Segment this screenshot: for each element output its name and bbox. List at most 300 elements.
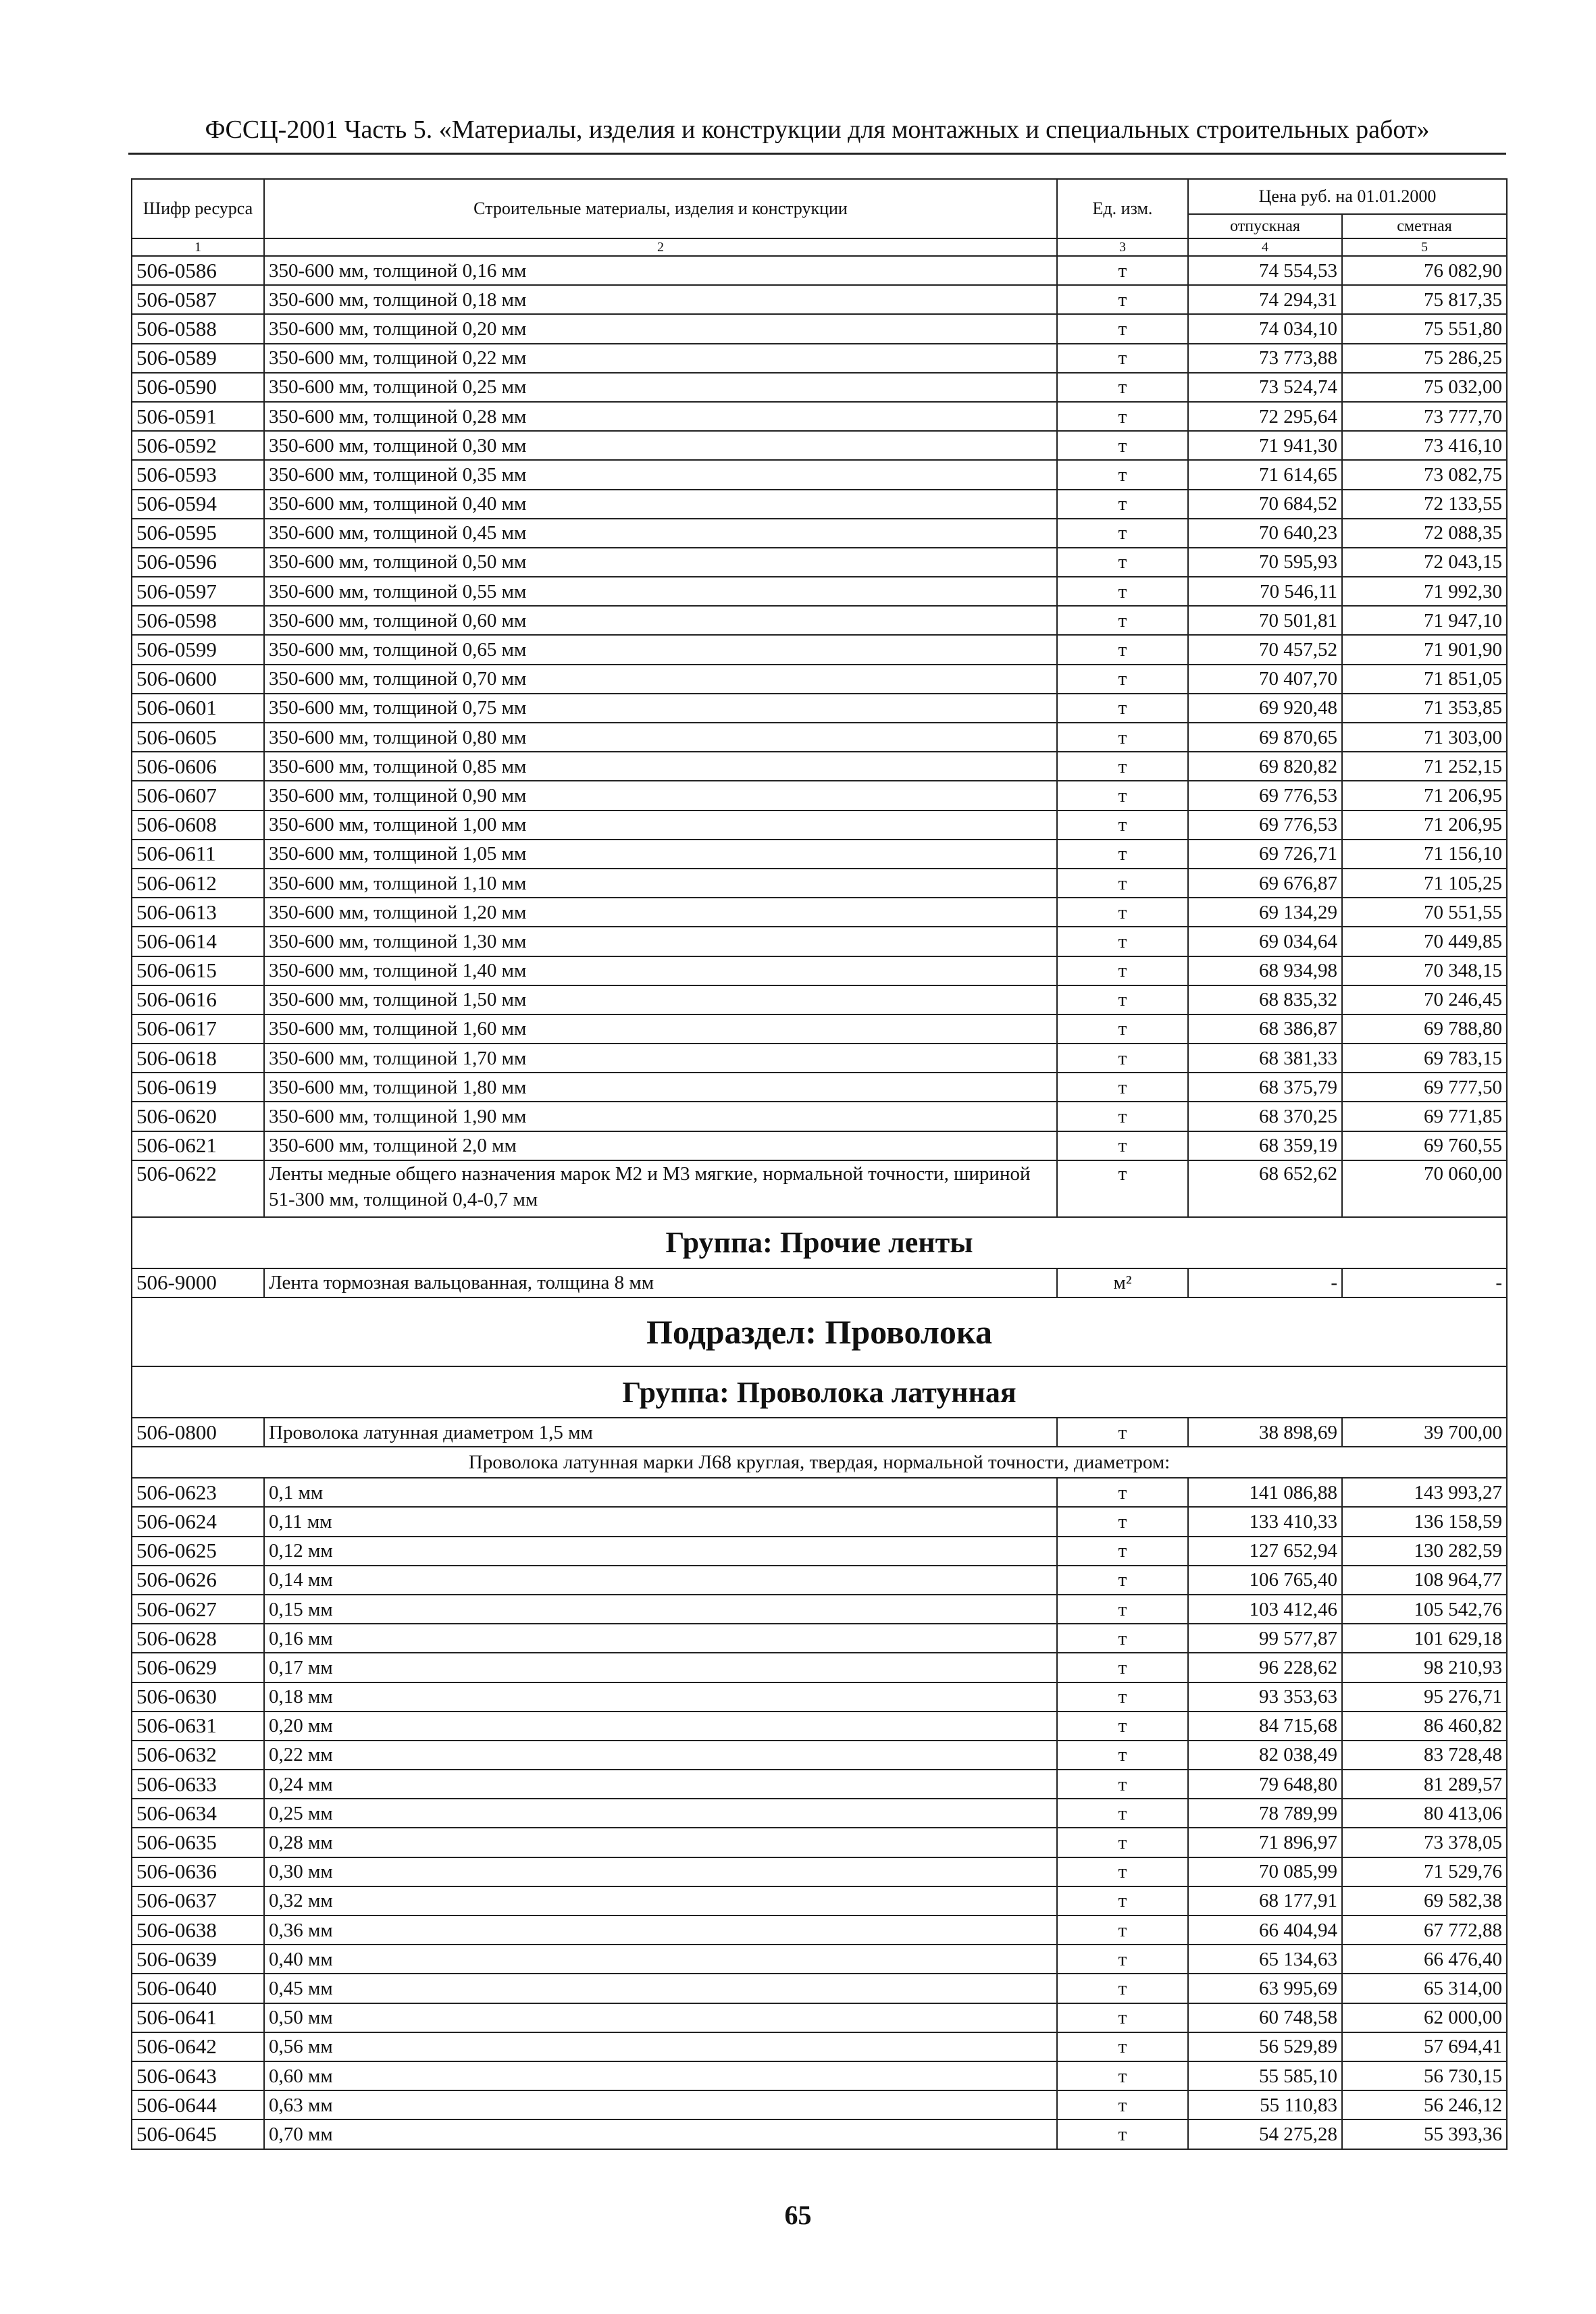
table-row <box>132 1160 1507 1217</box>
table-row <box>132 956 1507 985</box>
table-row <box>132 314 1507 343</box>
price-estimate: 71 105,25 <box>1342 869 1507 898</box>
price-release: 68 381,33 <box>1188 1044 1342 1073</box>
resource-code: 506-0633 <box>132 1770 264 1799</box>
table-row <box>132 1014 1507 1044</box>
price-estimate: 69 783,15 <box>1342 1044 1507 1073</box>
table-row <box>132 723 1507 752</box>
table-section-misc <box>132 1160 1507 1478</box>
resource-code: 506-0616 <box>132 985 264 1014</box>
resource-code: 506-0586 <box>132 256 264 285</box>
price-release: 68 652,62 <box>1188 1160 1342 1217</box>
resource-unit: т <box>1057 344 1188 373</box>
resource-name: 350-600 мм, толщиной 0,20 мм <box>264 314 1057 343</box>
price-release: 70 085,99 <box>1188 1857 1342 1886</box>
resource-name: 350-600 мм, толщиной 0,25 мм <box>264 373 1057 402</box>
table-row <box>132 1478 1507 1507</box>
resource-name: 0,18 мм <box>264 1682 1057 1712</box>
table-row <box>132 577 1507 606</box>
table-row <box>132 1857 1507 1886</box>
table-row <box>132 665 1507 694</box>
resource-name: 0,15 мм <box>264 1595 1057 1624</box>
resource-unit: т <box>1057 2032 1188 2061</box>
resource-unit: т <box>1057 840 1188 869</box>
resource-name: 350-600 мм, толщиной 0,60 мм <box>264 606 1057 635</box>
page-title: ФССЦ-2001 Часть 5. «Материалы, изделия и конструкции для монтажных и специальных строительных работ» <box>205 115 1430 144</box>
table-row <box>132 1974 1507 2003</box>
resource-unit: т <box>1057 869 1188 898</box>
resource-unit: т <box>1057 1770 1188 1799</box>
resource-unit: т <box>1057 1160 1188 1217</box>
price-estimate: 71 947,10 <box>1342 606 1507 635</box>
price-release: 68 835,32 <box>1188 985 1342 1014</box>
resource-unit: т <box>1057 1682 1188 1712</box>
price-release: 69 676,87 <box>1188 869 1342 898</box>
price-release: 70 546,11 <box>1188 577 1342 606</box>
resource-name: 350-600 мм, толщиной 0,40 мм <box>264 490 1057 519</box>
resource-unit: т <box>1057 1131 1188 1160</box>
price-estimate: 71 529,76 <box>1342 1857 1507 1886</box>
col-number: 2 <box>264 238 1057 256</box>
price-estimate: 76 082,90 <box>1342 256 1507 285</box>
resource-code: 506-0615 <box>132 956 264 985</box>
resource-name: 0,56 мм <box>264 2032 1057 2061</box>
price-release: 69 870,65 <box>1188 723 1342 752</box>
price-release: 55 110,83 <box>1188 2090 1342 2119</box>
price-estimate: 55 393,36 <box>1342 2119 1507 2149</box>
resource-name: 350-600 мм, толщиной 0,65 мм <box>264 635 1057 664</box>
price-release: 106 765,40 <box>1188 1566 1342 1595</box>
group-heading: Группа: Проволока латунная <box>132 1366 1507 1418</box>
table-row <box>132 1916 1507 1945</box>
price-release: 70 595,93 <box>1188 548 1342 577</box>
resource-name: 0,22 мм <box>264 1741 1057 1770</box>
price-estimate: 81 289,57 <box>1342 1770 1507 1799</box>
price-estimate: 75 286,25 <box>1342 344 1507 373</box>
resource-unit: т <box>1057 1073 1188 1102</box>
price-estimate: 95 276,71 <box>1342 1682 1507 1712</box>
price-estimate: 69 760,55 <box>1342 1131 1507 1160</box>
group-heading-row <box>132 1366 1507 1418</box>
resource-code: 506-0638 <box>132 1916 264 1945</box>
resource-unit: м² <box>1057 1268 1188 1297</box>
price-release: 74 294,31 <box>1188 285 1342 314</box>
col-header-code: Шифр ресурса <box>132 179 264 238</box>
price-release: 56 529,89 <box>1188 2032 1342 2061</box>
price-estimate: 75 032,00 <box>1342 373 1507 402</box>
price-estimate: 72 088,35 <box>1342 519 1507 548</box>
resource-unit: т <box>1057 1595 1188 1624</box>
table-row <box>132 898 1507 927</box>
resource-unit: т <box>1057 1886 1188 1916</box>
resource-code: 506-0637 <box>132 1886 264 1916</box>
resource-unit: т <box>1057 314 1188 343</box>
col-number: 5 <box>1342 238 1507 256</box>
resource-code: 506-0632 <box>132 1741 264 1770</box>
price-release: 68 386,87 <box>1188 1014 1342 1044</box>
resource-code: 506-0594 <box>132 490 264 519</box>
resource-code: 506-0611 <box>132 840 264 869</box>
table-row <box>132 1044 1507 1073</box>
price-release: 68 359,19 <box>1188 1131 1342 1160</box>
table-row <box>132 1073 1507 1102</box>
price-estimate: 101 629,18 <box>1342 1624 1507 1653</box>
resource-unit: т <box>1057 1974 1188 2003</box>
resource-unit: т <box>1057 1916 1188 1945</box>
resource-code: 506-0608 <box>132 811 264 840</box>
resource-unit: т <box>1057 1624 1188 1653</box>
resource-unit: т <box>1057 694 1188 723</box>
price-release: 93 353,63 <box>1188 1682 1342 1712</box>
resource-name: 350-600 мм, толщиной 1,80 мм <box>264 1073 1057 1102</box>
resource-unit: т <box>1057 2003 1188 2032</box>
resource-unit: т <box>1057 606 1188 635</box>
resource-name: 350-600 мм, толщиной 1,00 мм <box>264 811 1057 840</box>
resource-code: 506-0621 <box>132 1131 264 1160</box>
price-estimate: 71 851,05 <box>1342 665 1507 694</box>
resource-unit: т <box>1057 1712 1188 1741</box>
table-row <box>132 490 1507 519</box>
resource-name: 0,32 мм <box>264 1886 1057 1916</box>
table-row <box>132 2090 1507 2119</box>
table-row <box>132 2003 1507 2032</box>
table-row <box>132 285 1507 314</box>
table-row <box>132 1741 1507 1770</box>
resource-unit: т <box>1057 723 1188 752</box>
resource-code: 506-0605 <box>132 723 264 752</box>
table-row <box>132 635 1507 664</box>
resource-code: 506-0627 <box>132 1595 264 1624</box>
resource-code: 506-0590 <box>132 373 264 402</box>
price-estimate: 71 901,90 <box>1342 635 1507 664</box>
resource-code: 506-0642 <box>132 2032 264 2061</box>
price-release: 69 034,64 <box>1188 927 1342 956</box>
col-header-price-estimate: сметная <box>1342 214 1507 238</box>
price-estimate: 69 788,80 <box>1342 1014 1507 1044</box>
resource-name: 350-600 мм, толщиной 0,30 мм <box>264 431 1057 460</box>
price-estimate: 56 246,12 <box>1342 2090 1507 2119</box>
resource-unit: т <box>1057 1537 1188 1566</box>
resource-unit: т <box>1057 635 1188 664</box>
price-estimate: 70 060,00 <box>1342 1160 1507 1217</box>
price-release: 69 820,82 <box>1188 752 1342 781</box>
price-release: 79 648,80 <box>1188 1770 1342 1799</box>
price-release: 68 375,79 <box>1188 1073 1342 1102</box>
price-release: 70 407,70 <box>1188 665 1342 694</box>
table-row <box>132 373 1507 402</box>
resource-name: 350-600 мм, толщиной 1,50 мм <box>264 985 1057 1014</box>
resource-name: 0,25 мм <box>264 1799 1057 1828</box>
resource-name: 350-600 мм, толщиной 1,05 мм <box>264 840 1057 869</box>
table-row <box>132 548 1507 577</box>
resource-unit: т <box>1057 1945 1188 1974</box>
table-row <box>132 431 1507 460</box>
table-row <box>132 402 1507 431</box>
resource-name: 350-600 мм, толщиной 1,10 мм <box>264 869 1057 898</box>
price-estimate: 69 582,38 <box>1342 1886 1507 1916</box>
resource-name: 350-600 мм, толщиной 0,45 мм <box>264 519 1057 548</box>
price-estimate: 70 551,55 <box>1342 898 1507 927</box>
resource-unit: т <box>1057 548 1188 577</box>
price-release: 70 501,81 <box>1188 606 1342 635</box>
resource-code: 506-9000 <box>132 1268 264 1297</box>
price-table <box>131 178 1508 2150</box>
resource-name: 0,20 мм <box>264 1712 1057 1741</box>
resource-name: 0,63 мм <box>264 2090 1057 2119</box>
resource-name: 0,24 мм <box>264 1770 1057 1799</box>
resource-name: 0,60 мм <box>264 2061 1057 2090</box>
price-estimate: 70 246,45 <box>1342 985 1507 1014</box>
price-estimate: 69 777,50 <box>1342 1073 1507 1102</box>
table-row <box>132 1507 1507 1536</box>
table-row <box>132 869 1507 898</box>
price-estimate: 73 777,70 <box>1342 402 1507 431</box>
resource-name: 0,14 мм <box>264 1566 1057 1595</box>
col-number: 4 <box>1188 238 1342 256</box>
resource-code: 506-0598 <box>132 606 264 635</box>
resource-name: 0,17 мм <box>264 1653 1057 1682</box>
resource-code: 506-0635 <box>132 1828 264 1857</box>
table-row <box>132 1770 1507 1799</box>
price-estimate: 130 282,59 <box>1342 1537 1507 1566</box>
resource-unit: т <box>1057 898 1188 927</box>
resource-unit: т <box>1057 490 1188 519</box>
table-row <box>132 840 1507 869</box>
resource-name: 350-600 мм, толщиной 0,55 мм <box>264 577 1057 606</box>
table-section-wire <box>132 1478 1507 2149</box>
price-release: 71 896,97 <box>1188 1828 1342 1857</box>
resource-code: 506-0623 <box>132 1478 264 1507</box>
resource-unit: т <box>1057 1741 1188 1770</box>
resource-name: 350-600 мм, толщиной 0,90 мм <box>264 781 1057 810</box>
resource-code: 506-0597 <box>132 577 264 606</box>
resource-code: 506-0629 <box>132 1653 264 1682</box>
resource-code: 506-0643 <box>132 2061 264 2090</box>
table-row <box>132 2119 1507 2149</box>
table-row <box>132 1595 1507 1624</box>
price-release: 96 228,62 <box>1188 1653 1342 1682</box>
resource-code: 506-0601 <box>132 694 264 723</box>
resource-name: 350-600 мм, толщиной 1,20 мм <box>264 898 1057 927</box>
price-estimate: 65 314,00 <box>1342 1974 1507 2003</box>
price-estimate: 56 730,15 <box>1342 2061 1507 2090</box>
resource-code: 506-0595 <box>132 519 264 548</box>
price-estimate: 70 348,15 <box>1342 956 1507 985</box>
price-release: 69 920,48 <box>1188 694 1342 723</box>
table-row <box>132 1418 1507 1447</box>
table-row <box>132 1886 1507 1916</box>
resource-unit: т <box>1057 1828 1188 1857</box>
resource-name: 350-600 мм, толщиной 1,60 мм <box>264 1014 1057 1044</box>
resource-code: 506-0624 <box>132 1507 264 1536</box>
price-release: 71 941,30 <box>1188 431 1342 460</box>
resource-name: Ленты медные общего назначения марок М2 и М3 мягкие, нормальной точности, шириной 51-300 мм, толщиной 0,4-0,7 мм <box>264 1160 1057 1217</box>
price-estimate: 67 772,88 <box>1342 1916 1507 1945</box>
resource-name: 0,28 мм <box>264 1828 1057 1857</box>
col-header-price-release: отпускная <box>1188 214 1342 238</box>
col-number: 1 <box>132 238 264 256</box>
col-header-name: Строительные материалы, изделия и конструкции <box>264 179 1057 238</box>
price-estimate: 73 416,10 <box>1342 431 1507 460</box>
price-release: 68 177,91 <box>1188 1886 1342 1916</box>
group-heading: Группа: Прочие ленты <box>132 1217 1507 1268</box>
price-release: 63 995,69 <box>1188 1974 1342 2003</box>
table-row <box>132 985 1507 1014</box>
resource-unit: т <box>1057 460 1188 489</box>
table-row <box>132 1268 1507 1297</box>
price-release: 72 295,64 <box>1188 402 1342 431</box>
price-release: 133 410,33 <box>1188 1507 1342 1536</box>
subsection-heading: Подраздел: Проволока <box>132 1297 1507 1366</box>
price-estimate: 75 817,35 <box>1342 285 1507 314</box>
resource-unit: т <box>1057 956 1188 985</box>
price-estimate: 136 158,59 <box>1342 1507 1507 1536</box>
resource-name: 350-600 мм, толщиной 2,0 мм <box>264 1131 1057 1160</box>
resource-unit: т <box>1057 1418 1188 1447</box>
price-estimate: 73 082,75 <box>1342 460 1507 489</box>
col-header-unit: Ед. изм. <box>1057 179 1188 238</box>
resource-unit: т <box>1057 1044 1188 1073</box>
resource-code: 506-0644 <box>132 2090 264 2119</box>
table-row <box>132 1945 1507 1974</box>
price-release: 84 715,68 <box>1188 1712 1342 1741</box>
price-estimate: 70 449,85 <box>1342 927 1507 956</box>
table-row <box>132 1537 1507 1566</box>
resource-name: 350-600 мм, толщиной 1,70 мм <box>264 1044 1057 1073</box>
price-release: 71 614,65 <box>1188 460 1342 489</box>
resource-unit: т <box>1057 811 1188 840</box>
resource-name: 0,50 мм <box>264 2003 1057 2032</box>
price-estimate: 66 476,40 <box>1342 1945 1507 1974</box>
resource-name: 0,16 мм <box>264 1624 1057 1653</box>
resource-code: 506-0622 <box>132 1160 264 1217</box>
table-row <box>132 1682 1507 1712</box>
resource-name: 350-600 мм, толщиной 0,75 мм <box>264 694 1057 723</box>
price-estimate: 71 206,95 <box>1342 811 1507 840</box>
price-release: 74 554,53 <box>1188 256 1342 285</box>
table-row <box>132 519 1507 548</box>
resource-unit: т <box>1057 2119 1188 2149</box>
resource-unit: т <box>1057 1799 1188 1828</box>
resource-name: 350-600 мм, толщиной 0,28 мм <box>264 402 1057 431</box>
table-row <box>132 781 1507 810</box>
resource-code: 506-0600 <box>132 665 264 694</box>
resource-code: 506-0800 <box>132 1418 264 1447</box>
price-release: 68 934,98 <box>1188 956 1342 985</box>
price-estimate: 80 413,06 <box>1342 1799 1507 1828</box>
group-note: Проволока латунная марки Л68 круглая, твердая, нормальной точности, диаметром: <box>132 1447 1507 1478</box>
price-release: 127 652,94 <box>1188 1537 1342 1566</box>
price-release: 65 134,63 <box>1188 1945 1342 1974</box>
table-row <box>132 811 1507 840</box>
resource-code: 506-0613 <box>132 898 264 927</box>
resource-code: 506-0640 <box>132 1974 264 2003</box>
table-row <box>132 606 1507 635</box>
resource-name: 0,45 мм <box>264 1974 1057 2003</box>
col-header-price-group: Цена руб. на 01.01.2000 <box>1188 179 1507 214</box>
price-release: 70 684,52 <box>1188 490 1342 519</box>
resource-name: 0,12 мм <box>264 1537 1057 1566</box>
resource-unit: т <box>1057 431 1188 460</box>
resource-name: 350-600 мм, толщиной 0,22 мм <box>264 344 1057 373</box>
resource-unit: т <box>1057 1102 1188 1131</box>
page-number: 65 <box>784 2200 812 2230</box>
price-release: 66 404,94 <box>1188 1916 1342 1945</box>
table-row <box>132 694 1507 723</box>
price-estimate: 72 043,15 <box>1342 548 1507 577</box>
table-row <box>132 1653 1507 1682</box>
price-estimate: 75 551,80 <box>1342 314 1507 343</box>
resource-unit: т <box>1057 665 1188 694</box>
table-row <box>132 2032 1507 2061</box>
resource-code: 506-0589 <box>132 344 264 373</box>
resource-code: 506-0636 <box>132 1857 264 1886</box>
resource-name: 350-600 мм, толщиной 0,35 мм <box>264 460 1057 489</box>
resource-code: 506-0593 <box>132 460 264 489</box>
price-estimate: 108 964,77 <box>1342 1566 1507 1595</box>
table-row <box>132 1102 1507 1131</box>
resource-unit: т <box>1057 1507 1188 1536</box>
resource-unit: т <box>1057 985 1188 1014</box>
resource-code: 506-0617 <box>132 1014 264 1044</box>
price-release: 82 038,49 <box>1188 1741 1342 1770</box>
table-row <box>132 1712 1507 1741</box>
price-estimate: 143 993,27 <box>1342 1478 1507 1507</box>
price-release: 54 275,28 <box>1188 2119 1342 2149</box>
table-row <box>132 927 1507 956</box>
price-estimate: - <box>1342 1268 1507 1297</box>
resource-code: 506-0587 <box>132 285 264 314</box>
resource-name: 0,40 мм <box>264 1945 1057 1974</box>
price-release: 60 748,58 <box>1188 2003 1342 2032</box>
resource-name: 350-600 мм, толщиной 0,70 мм <box>264 665 1057 694</box>
resource-unit: т <box>1057 2090 1188 2119</box>
price-estimate: 71 992,30 <box>1342 577 1507 606</box>
resource-code: 506-0634 <box>132 1799 264 1828</box>
resource-unit: т <box>1057 402 1188 431</box>
price-estimate: 71 353,85 <box>1342 694 1507 723</box>
price-release: 68 370,25 <box>1188 1102 1342 1131</box>
resource-name: 350-600 мм, толщиной 0,85 мм <box>264 752 1057 781</box>
table-row <box>132 1624 1507 1653</box>
resource-unit: т <box>1057 2061 1188 2090</box>
price-release: 69 776,53 <box>1188 781 1342 810</box>
resource-code: 506-0592 <box>132 431 264 460</box>
table-row <box>132 1566 1507 1595</box>
subsection-heading-row <box>132 1297 1507 1366</box>
price-release: 78 789,99 <box>1188 1799 1342 1828</box>
resource-code: 506-0606 <box>132 752 264 781</box>
resource-name: 350-600 мм, толщиной 0,18 мм <box>264 285 1057 314</box>
resource-code: 506-0630 <box>132 1682 264 1712</box>
resource-code: 506-0599 <box>132 635 264 664</box>
price-release: 38 898,69 <box>1188 1418 1342 1447</box>
resource-unit: т <box>1057 781 1188 810</box>
resource-code: 506-0626 <box>132 1566 264 1595</box>
resource-unit: т <box>1057 1014 1188 1044</box>
resource-name: 350-600 мм, толщиной 0,16 мм <box>264 256 1057 285</box>
price-estimate: 69 771,85 <box>1342 1102 1507 1131</box>
price-release: 141 086,88 <box>1188 1478 1342 1507</box>
resource-code: 506-0607 <box>132 781 264 810</box>
resource-name: 0,11 мм <box>264 1507 1057 1536</box>
resource-name: 350-600 мм, толщиной 1,90 мм <box>264 1102 1057 1131</box>
price-estimate: 71 303,00 <box>1342 723 1507 752</box>
resource-unit: т <box>1057 519 1188 548</box>
price-estimate: 72 133,55 <box>1342 490 1507 519</box>
resource-code: 506-0641 <box>132 2003 264 2032</box>
resource-unit: т <box>1057 256 1188 285</box>
